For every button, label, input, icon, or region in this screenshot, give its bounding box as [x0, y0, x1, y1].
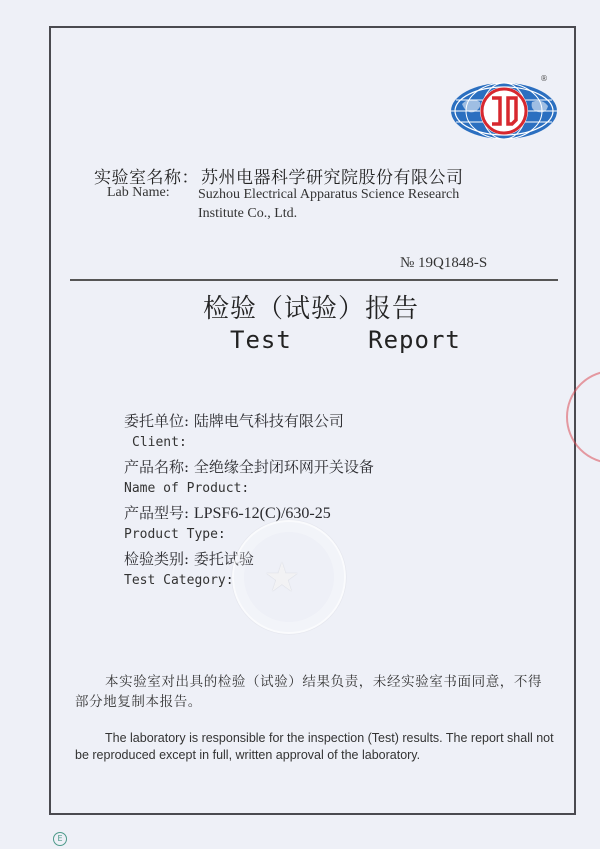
lab-name-en-line2: Institute Co., Ltd. [198, 206, 298, 221]
field-label-cn: 产品型号: [124, 504, 190, 522]
field-label-en: Product Type: [124, 527, 226, 542]
field-label-en: Test Category: [124, 573, 234, 588]
divider-line [70, 279, 558, 281]
lab-name-en-value [198, 185, 498, 223]
lab-name-cn-value: 苏州电器科学研究院股份有限公司 [201, 168, 464, 188]
field-label-cn: 检验类别: [124, 550, 190, 568]
field-client [124, 410, 344, 450]
field-product-name [124, 456, 374, 496]
field-label-cn: 产品名称: [124, 458, 190, 476]
field-label-en: Name of Product: [124, 481, 250, 496]
report-number: № 19Q1848-S [400, 255, 488, 271]
field-label-cn: 委托单位: [124, 412, 190, 430]
title-cn: 检验（试验）报告 [203, 294, 420, 324]
lab-name-en-line1: Suzhou Electrical Apparatus Science Research [198, 187, 460, 202]
cqc-globe-logo-icon [448, 80, 560, 142]
field-value: LPSF6-12(C)/630-25 [193, 505, 331, 522]
lab-name-en-label: Lab Name: [107, 185, 170, 200]
lab-name-cn-label: 实验室名称： [94, 168, 199, 188]
registered-mark: ® [540, 74, 548, 83]
field-value: 全绝缘全封闭环网开关设备 [193, 458, 374, 476]
notice-cn: 本实验室对出具的检验（试验）结果负责，未经实验室书面同意，不得部分地复制本报告。 [75, 674, 543, 710]
notice-en: The laboratory is responsible for the inspection (Test) results. The report shall not be reproduced except in full, written approval of the laboratory. [75, 731, 554, 762]
footer-e-mark-icon: E [53, 832, 67, 846]
field-value: 陆牌电气科技有限公司 [193, 412, 344, 430]
field-value: 委托试验 [193, 550, 254, 568]
seal-star-icon: ★ [264, 555, 300, 601]
field-label-en: Client: [132, 435, 187, 450]
title-en: Test Report [230, 326, 461, 354]
